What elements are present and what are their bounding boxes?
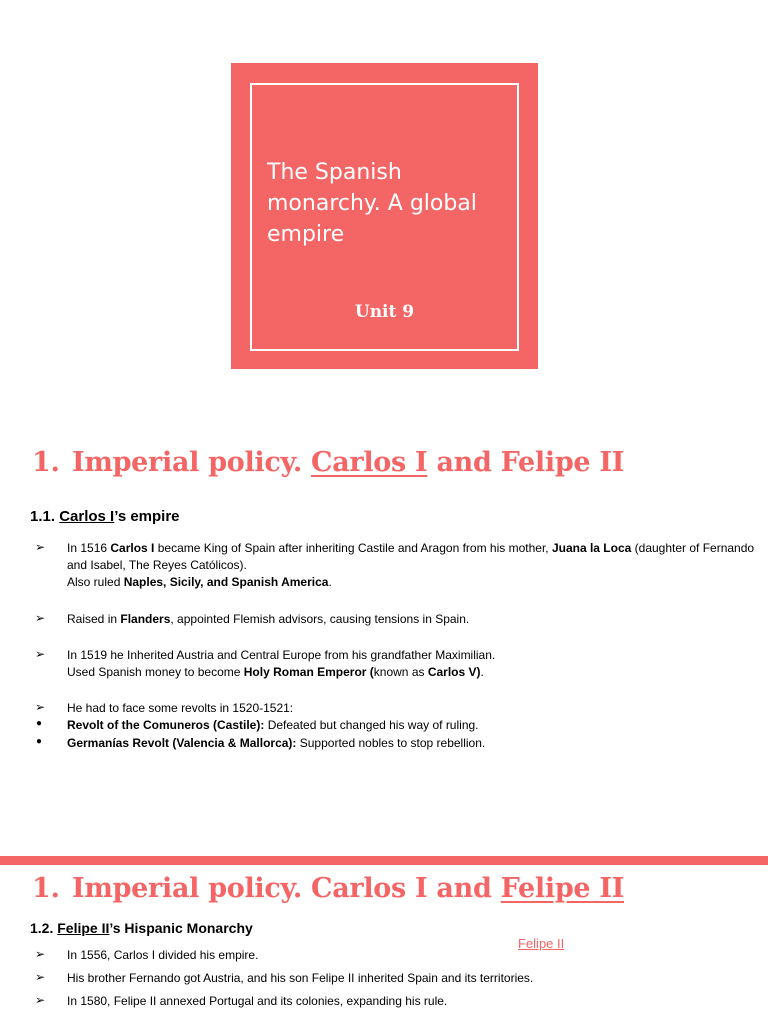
bullet-text [67,647,757,681]
bold-run: Holy Roman Emperor ( [243,665,374,679]
carlos-slide [0,430,768,856]
bold-run: Revolt of the Comuneros (Castile): [67,718,265,732]
bold-run: Flanders [120,612,171,626]
section-subheading [30,508,180,525]
text-run: Supported nobles to stop rebellion. [296,736,486,750]
text-run: (daughter of Fernando and Isabel, The Reyes Católicos). [67,541,755,572]
text-run: In 1519 he Inherited Austria and Central Europe from his grandfather Maximilian. [67,648,496,662]
heading-rest: and Felipe II [427,447,625,478]
carlos-link[interactable]: Carlos I [311,447,428,478]
text-run: Also ruled [67,575,124,589]
felipe-link[interactable]: Felipe II [500,873,625,904]
bullet-text: He had to face some revolts in 1520-1521: [67,701,294,715]
bold-run: Juana la Loca [551,541,632,555]
text-run: became King of Spain after inheriting Castile and Aragon from his mother, [154,541,552,555]
unit-label: Unit 9 [354,302,415,322]
bullet-text: His brother Fernando got Austria, and his son Felipe II inherited Spain and its territories. [67,971,534,985]
section-subheading [30,920,253,936]
heading-prefix: Imperial policy. [72,447,312,478]
heading-number: 1. [32,447,60,478]
text-run: , appointed Flemish advisors, causing tensions in Spain. [170,612,470,626]
title-slide [0,0,768,430]
slide-title: The Spanish monarchy. A global empire [267,160,477,247]
dot-bullet-icon: ● [36,718,43,729]
bold-run: Germanías Revolt (Valencia & Mallorca): [67,736,297,750]
dot-bullet-icon: ● [36,736,43,747]
arrow-bullet-icon: ➢ [35,700,46,714]
arrow-bullet-icon: ➢ [35,993,46,1007]
arrow-bullet-icon: ➢ [35,947,46,961]
bullet-text [67,611,757,628]
arrow-bullet-icon: ➢ [35,647,46,661]
slide-heading [32,447,624,478]
text-run: . [328,575,332,589]
arrow-bullet-icon: ➢ [35,540,46,554]
bullet-text: In 1580, Felipe II annexed Portugal and its colonies, expanding his rule. [67,994,448,1008]
subheading-number: 1.2. [30,920,58,936]
carlos-subheading-link[interactable]: Carlos I [59,508,115,525]
felipe-subheading-link[interactable]: Felipe II [57,920,110,936]
sub-bullet-text [67,717,757,734]
bold-run: Carlos V) [427,665,481,679]
text-run: known as [373,665,428,679]
bold-run: Naples, Sicily, and Spanish America [123,575,329,589]
felipe-slide [0,865,768,1024]
text-run: Used Spanish money to become [67,665,244,679]
bullet-text: In 1556, Carlos I divided his empire. [67,948,259,962]
bullet-text [67,540,757,591]
slide-divider [0,856,768,865]
text-run: Raised in [67,612,121,626]
slide-heading [32,873,624,904]
subheading-rest: ’s Hispanic Monarchy [109,920,253,936]
arrow-bullet-icon: ➢ [35,970,46,984]
sub-bullet-text [67,735,757,752]
text-run: Defeated but changed his way of ruling. [264,718,479,732]
bold-run: Carlos I [110,541,155,555]
text-run: In 1516 [67,541,111,555]
arrow-bullet-icon: ➢ [35,611,46,625]
heading-prefix: Imperial policy. Carlos I and [72,873,501,904]
text-run: . [480,665,484,679]
subheading-number: 1.1. [30,508,60,525]
heading-number: 1. [32,873,60,904]
felipe-image-link[interactable]: Felipe II [518,936,565,951]
subheading-rest: ’s empire [114,508,180,525]
